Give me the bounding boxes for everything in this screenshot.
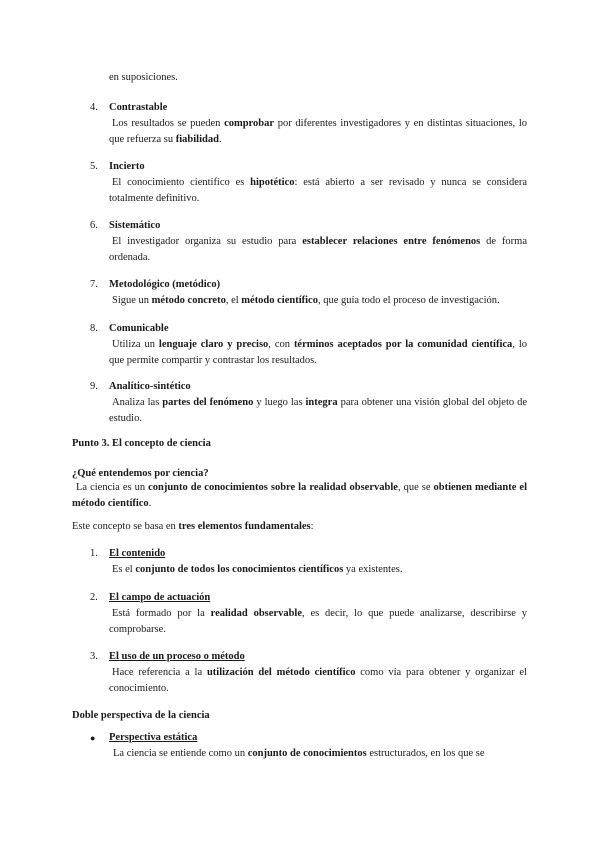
item-title: El uso de un proceso o método: [109, 651, 245, 662]
item-description: [109, 562, 527, 578]
list-number: 2.: [90, 592, 98, 603]
item-title: Metodológico (metódico): [109, 279, 221, 290]
item-description: [109, 175, 527, 207]
bold-phrase: partes del fenómeno: [162, 397, 254, 408]
bold-phrase: conjunto de conocimientos: [247, 748, 367, 759]
list-item: [90, 159, 527, 207]
question-heading: ¿Qué entendemos por ciencia?: [72, 468, 209, 479]
text-run: como vía para obtener y organizar el conocimiento.: [109, 667, 527, 694]
list-item: [90, 218, 527, 266]
bold-phrase: método concreto: [151, 295, 226, 306]
text-run: de forma ordenada.: [109, 236, 528, 263]
text-run: , con: [268, 339, 294, 350]
text-run: Utiliza un: [112, 339, 159, 350]
bold-phrase: integra: [305, 397, 338, 408]
text-run: , que se: [397, 482, 434, 493]
text-run: , es decir, lo que puede analizarse, describirse y comprobarse.: [109, 608, 527, 635]
list-number: 4.: [90, 102, 98, 113]
bold-phrase: método científico: [241, 295, 318, 306]
bold-phrase: términos aceptados por la comunidad científica: [293, 339, 513, 350]
text-run: Este concepto se basa en: [72, 521, 179, 532]
text-run: estructurados, en los que se: [366, 748, 485, 759]
list-item: [90, 590, 527, 638]
list-number: 6.: [90, 220, 98, 231]
continuation-text: en suposiciones.: [109, 72, 178, 83]
text-run: Es el: [112, 564, 136, 575]
elements-intro: [72, 519, 527, 535]
item-title: Contrastable: [109, 102, 168, 113]
list-number: 9.: [90, 381, 98, 392]
science-definition: [72, 480, 527, 512]
bold-phrase: obtienen mediante el método científico: [72, 482, 528, 509]
list-number: 7.: [90, 279, 98, 290]
list-item: [90, 277, 527, 309]
item-title: Comunicable: [109, 323, 169, 334]
bullet-title: Perspectiva estática: [109, 732, 198, 743]
list-number: 5.: [90, 161, 98, 172]
list-item: [90, 546, 527, 578]
text-run: y luego las: [253, 397, 306, 408]
text-run: Hace referencia a la: [112, 667, 207, 678]
bold-phrase: comprobar: [224, 118, 275, 129]
text-run: , que guía todo el proceso de investigación.: [317, 295, 500, 306]
section-heading-doble: Doble perspectiva de la ciencia: [72, 710, 210, 721]
section-heading-punto3: Punto 3. El concepto de ciencia: [72, 438, 211, 449]
text-run: .: [148, 498, 152, 509]
item-description: [109, 606, 527, 638]
text-run: Los resultados se pueden: [112, 118, 225, 129]
item-title: El contenido: [109, 548, 166, 559]
bold-phrase: realidad observable: [210, 608, 302, 619]
text-run: , lo que permite compartir y contrastar los resultados.: [109, 339, 527, 366]
text-run: ya existentes.: [343, 564, 403, 575]
list-number: 8.: [90, 323, 98, 334]
list-item: [90, 649, 527, 697]
text-run: , el: [225, 295, 242, 306]
item-title: Sistemático: [109, 220, 161, 231]
bold-phrase: establecer relaciones entre fenómenos: [302, 236, 481, 247]
bold-phrase: lenguaje claro y preciso: [158, 339, 269, 350]
text-run: Está formado por la: [112, 608, 211, 619]
item-description: [109, 337, 527, 369]
list-item: [90, 379, 527, 427]
text-run: La ciencia se entiende como un: [113, 748, 248, 759]
list-item: [90, 321, 527, 369]
item-title: El campo de actuación: [109, 592, 211, 603]
list-number: 3.: [90, 651, 98, 662]
text-run: :: [310, 521, 314, 532]
bullet-item: [90, 730, 527, 762]
bold-phrase: fiabilidad: [175, 134, 219, 145]
item-description: [109, 293, 527, 309]
list-number: 1.: [90, 548, 98, 559]
bold-phrase: conjunto de conocimientos sobre la realidad observable: [148, 482, 398, 493]
text-run: Analiza las: [112, 397, 163, 408]
text-run: para obtener una visión global del objeto de estudio.: [109, 397, 527, 424]
text-run: por diferentes investigadores y en distintas situaciones, lo que refuerza su: [109, 118, 527, 145]
item-description: [109, 665, 527, 697]
bold-phrase: conjunto de todos los conocimientos científicos: [135, 564, 344, 575]
bullet-description: [109, 746, 527, 762]
bold-phrase: hipotético: [250, 177, 295, 188]
item-description: [109, 395, 527, 427]
bold-phrase: tres elementos fundamentales: [178, 521, 311, 532]
text-run: : está abierto a ser revisado y nunca se considera totalmente definitivo.: [109, 177, 528, 204]
text-run: El investigador organiza su estudio para: [112, 236, 303, 247]
bold-phrase: utilización del método científico: [206, 667, 356, 678]
list-item: [90, 100, 527, 148]
item-description: [109, 234, 527, 266]
item-description: [109, 116, 527, 148]
item-title: Analítico-sintético: [109, 381, 191, 392]
item-title: Incierto: [109, 161, 145, 172]
text-run: El conocimiento científico es: [112, 177, 251, 188]
bullet-icon: ●: [90, 733, 96, 743]
text-run: La ciencia es un: [76, 482, 149, 493]
text-run: Sigue un: [112, 295, 152, 306]
text-run: .: [218, 134, 222, 145]
